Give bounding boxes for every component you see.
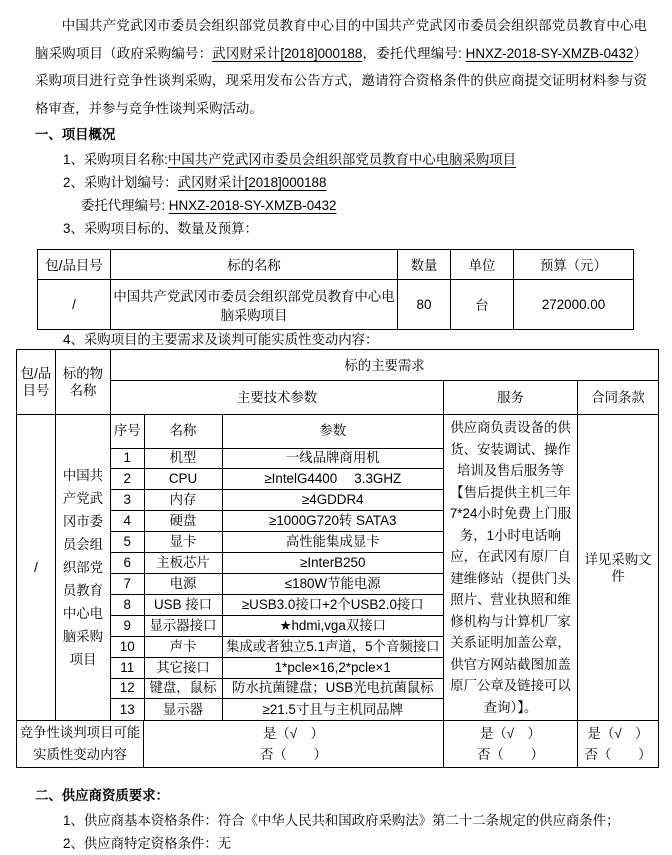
req-body-row — [17, 415, 659, 721]
spec-name: 声卡 — [144, 636, 222, 657]
spec-param: 防水抗菌键盘；USB光电抗菌鼠标 — [222, 678, 443, 699]
spec-row-6 — [111, 553, 443, 574]
budget-cell-budget: 272000.00 — [514, 280, 634, 330]
plan-number-line — [35, 171, 648, 194]
spec-row-7 — [111, 573, 443, 594]
spec-param: ≥21.5寸且与主机同品牌 — [222, 699, 443, 720]
supplier-basic-qualification: 1、供应商基本资格条件：符合《中华人民共和国政府采购法》第二十二条规定的供应商条件； — [63, 813, 620, 828]
req-header-contract: 合同条款 — [578, 381, 659, 415]
spec-row-9 — [111, 615, 443, 636]
project-name-line — [35, 148, 648, 171]
agency-number-label: 委托代理编号: — [81, 198, 169, 213]
req-header-service: 服务 — [444, 381, 578, 415]
intro-text-post: ）采购项目进行竞争性谈判采购，现采用发布公告方式，邀请符合资格条件的供应商提交证明材料参与资格审查，并参与竞争性谈判采购活动。 — [35, 45, 647, 116]
spec-table — [111, 415, 443, 720]
agency-number-line — [35, 194, 648, 217]
spec-param: ≥IntelG4400 3.3GHZ — [222, 469, 443, 490]
project-name-label: 1、采购项目名称: — [63, 152, 168, 167]
req-package-value: / — [17, 415, 56, 721]
spec-table-cell — [111, 415, 444, 721]
spec-param: 高性能集成显卡 — [222, 532, 443, 553]
req-header-subject: 标的物名称 — [56, 350, 111, 415]
req-header-row-1 — [17, 350, 659, 381]
yes-option: 是（√ ） — [480, 726, 541, 741]
requirements-intro-line: 4、采购项目的主要需求及谈判可能实质性变动内容： — [63, 332, 379, 347]
spec-name: 内存 — [144, 490, 222, 511]
spec-no: 13 — [111, 699, 144, 720]
plan-number-label: 2、采购计划编号： — [63, 175, 178, 190]
spec-param: ≥1000G720转 SATA3 — [222, 511, 443, 532]
spec-param: 集成或者独立5.1声道，5个音频接口 — [222, 636, 443, 657]
section1-heading: 一、项目概况 — [35, 127, 116, 142]
spec-row-3 — [111, 490, 443, 511]
procurement-number: 武冈财采计[2018]000188 — [212, 45, 363, 61]
spec-header-row — [111, 415, 443, 448]
agency-number-value: HNXZ-2018-SY-XMZB-0432 — [168, 198, 337, 213]
spec-no: 1 — [111, 448, 144, 469]
req-header-tech: 主要技术参数 — [111, 381, 444, 415]
requirements-table — [16, 349, 659, 768]
budget-table-data-row — [38, 280, 634, 330]
plan-number-value: 武冈财采计[2018]000188 — [177, 175, 327, 190]
spec-row-8 — [111, 594, 443, 615]
yes-option: 是（√ ） — [587, 726, 649, 741]
spec-no: 11 — [111, 657, 144, 678]
yes-option: 是（√ ） — [263, 726, 324, 741]
budget-cell-quantity: 80 — [398, 280, 451, 330]
spec-no: 7 — [111, 573, 144, 594]
intro-text-mid: ，委托代理编号: — [362, 45, 466, 61]
project-name-value: 中国共产党武冈市委员会组织部党员教育中心电脑采购项目 — [167, 152, 517, 167]
spec-row-5 — [111, 532, 443, 553]
service-requirements: 供应商负责设备的供货、安装调试、操作培训及售后服务等【售后提供主机三年7*24小时免费上门服务，1小时电话响应，在武冈有原厂自建维修站（提供门头照片、营业执照和维修机构与计算机厂家关系证明加盖公章，供官方网站截图加盖原厂公章及链接可以查询）】。 — [444, 415, 578, 721]
spec-name: USB 接口 — [144, 594, 222, 615]
budget-cell-package: / — [38, 280, 111, 330]
budget-header-name: 标的名称 — [111, 250, 398, 280]
contract-terms: 详见采购文件 — [578, 415, 659, 721]
change-tech-checkbox — [144, 721, 444, 768]
change-content-row — [17, 721, 659, 768]
supplier-specific-qualification: 2、供应商特定资格条件：无 — [63, 836, 232, 851]
req-header-main: 标的主要需求 — [111, 350, 659, 381]
no-option: 否（ ） — [260, 747, 327, 762]
intro-paragraph — [35, 12, 647, 122]
budget-cell-unit: 台 — [451, 280, 514, 330]
change-service-checkbox — [444, 721, 578, 768]
spec-no: 10 — [111, 636, 144, 657]
spec-row-2 — [111, 469, 443, 490]
spec-param: ★hdmi,vga双接口 — [222, 615, 443, 636]
section2-heading: 二、供应商资质要求： — [35, 788, 169, 803]
spec-name: 显示器 — [144, 699, 222, 720]
spec-name: 其它接口 — [144, 657, 222, 678]
req-header-package: 包/品目号 — [17, 350, 56, 415]
budget-header-quantity: 数量 — [398, 250, 451, 280]
spec-name: 电源 — [144, 573, 222, 594]
spec-no: 4 — [111, 511, 144, 532]
spec-row-10 — [111, 636, 443, 657]
spec-header-param: 参数 — [222, 415, 443, 448]
spec-param: ≥InterB250 — [222, 553, 443, 574]
spec-param: 一线品牌商用机 — [222, 448, 443, 469]
spec-row-13 — [111, 699, 443, 720]
spec-name: 主板芯片 — [144, 553, 222, 574]
spec-name: CPU — [144, 469, 222, 490]
spec-param: 1*pcle×16,2*pcle×1 — [222, 657, 443, 678]
agency-number: HNXZ-2018-SY-XMZB-0432 — [465, 45, 634, 61]
spec-no: 12 — [111, 678, 144, 699]
budget-table — [37, 249, 634, 330]
req-subject-value: 中国共产党武冈市委员会组织部党员教育中心电脑采购项目 — [56, 415, 111, 721]
budget-header-package: 包/品目号 — [38, 250, 111, 280]
spec-header-name: 名称 — [144, 415, 222, 448]
spec-name: 硬盘 — [144, 511, 222, 532]
budget-header-unit: 单位 — [451, 250, 514, 280]
spec-row-4 — [111, 511, 443, 532]
spec-row-12 — [111, 678, 443, 699]
spec-name: 显示器接口 — [144, 615, 222, 636]
spec-row-1 — [111, 448, 443, 469]
change-content-label: 竞争性谈判项目可能实质性变动内容 — [17, 721, 144, 768]
spec-param: ≥4GDDR4 — [222, 490, 443, 511]
spec-no: 3 — [111, 490, 144, 511]
spec-param: ≤180W节能电源 — [222, 573, 443, 594]
spec-no: 6 — [111, 553, 144, 574]
budget-header-budget: 预算（元） — [514, 250, 634, 280]
spec-no: 8 — [111, 594, 144, 615]
budget-intro-line: 3、采购项目标的、数量及预算： — [63, 221, 258, 236]
no-option: 否（ ） — [584, 747, 652, 762]
spec-header-no: 序号 — [111, 415, 144, 448]
budget-cell-name: 中国共产党武冈市委员会组织部党员教育中心电脑采购项目 — [111, 280, 398, 330]
spec-name: 键盘，鼠标 — [144, 678, 222, 699]
intro-text-pre: 中国共产党武冈市委员会组织部党员教育中心目的中国共产党武冈市委员会组织部党员教育中心电脑采购项目（政府采购编号： — [35, 18, 647, 61]
req-header-row-2 — [17, 381, 659, 415]
budget-table-header-row — [38, 250, 634, 280]
spec-param: ≥USB3.0接口+2个USB2.0接口 — [222, 594, 443, 615]
spec-no: 2 — [111, 469, 144, 490]
no-option: 否（ ） — [477, 747, 544, 762]
spec-no: 9 — [111, 615, 144, 636]
change-contract-checkbox — [578, 721, 659, 768]
spec-row-11 — [111, 657, 443, 678]
spec-name: 机型 — [144, 448, 222, 469]
spec-name: 显卡 — [144, 532, 222, 553]
spec-no: 5 — [111, 532, 144, 553]
